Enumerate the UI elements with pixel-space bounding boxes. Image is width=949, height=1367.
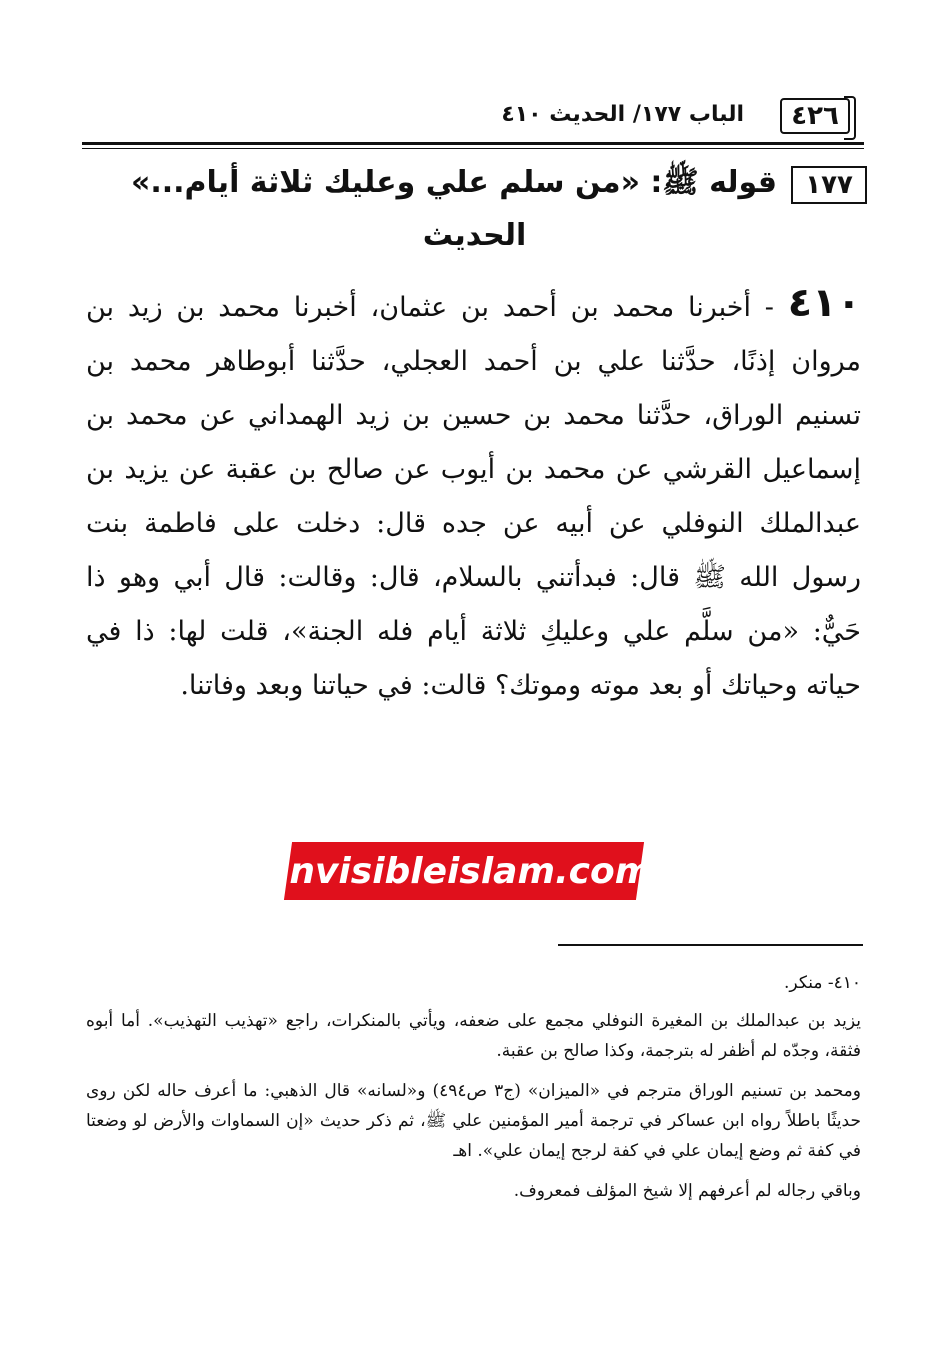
watermark-text: Invisibleislam.com [275, 850, 653, 892]
footnote-paragraph: وباقي رجاله لم أعرفهم إلا شيخ المؤلف فمعروف. [513, 1181, 861, 1201]
footnote-paragraph: ومحمد بن تسنيم الوراق مترجم في «الميزان» (ج٣ ص٤٩٤) و«لسانه» قال الذهبي: ما أعرف حاله لكن روى حديثًا باطلاً رواه ابن عساكر في ترجمة أمير المؤمنين علي ﷺ، ثم ذكر حديث «إن السماوات والأرض لو وضعتا في كفة ثم وضع إيمان علي في كفة لرجح إيمان علي». اهـ [86, 1081, 861, 1161]
page-header [90, 92, 862, 144]
hadith-paragraph [86, 276, 861, 713]
page-number: ٤٢٦ [780, 98, 850, 134]
footnote-rule [558, 944, 863, 946]
footnote-head: ٤١٠- منكر. [784, 973, 861, 993]
watermark-banner [275, 842, 653, 900]
footnote-paragraph: يزيد بن عبدالملك بن المغيرة النوفلي مجمع على ضعفه، ويأتي بالمنكرات، راجع «تهذيب التهذيب». أما أبوه فثقة، وجدّه لم أظفر له بترجمة، وكذا صالح بن عقبة. [86, 1011, 861, 1061]
hadith-body: - أخبرنا محمد بن أحمد بن عثمان، أخبرنا محمد بن زيد بن مروان إذنًا، حدَّثنا علي بن أحمد العجلي، حدَّثنا أبوطاهر محمد بن تسنيم الوراق، حدَّثنا محمد بن حسين بن زيد الهمداني عن محمد بن إسماعيل القرشي عن محمد بن أيوب عن صالح بن عقبة عن يزيد بن عبدالملك النوفلي عن أبيه عن جده قال: دخلت على فاطمة بنت رسول الله ﷺ قال: فبدأتني بالسلام، قال: وقالت: قال أبي وهو ذا حَيٌّ: «من سلَّم علي وعليكِ ثلاثة أيام فله الجنة»، قلت لها: ذا في حياته وحياتك أو بعد موته وموتك؟ قالت: في حياتنا وبعد وفاتنا. [86, 292, 861, 701]
section-title: الحديث [422, 218, 527, 253]
chapter-title: قوله ﷺ: «من سلم علي وعليك ثلاثة أيام...» [130, 165, 777, 200]
running-title: الباب ١٧٧/ الحديث ٤١٠ [501, 102, 744, 127]
header-rule-thin [82, 148, 864, 149]
chapter-heading [77, 160, 867, 210]
hadith-number: ٤١٠ [787, 280, 861, 326]
chapter-number: ١٧٧ [791, 166, 867, 204]
hadith-text [86, 276, 861, 713]
footnotes [86, 968, 861, 1216]
header-rule [82, 142, 864, 145]
